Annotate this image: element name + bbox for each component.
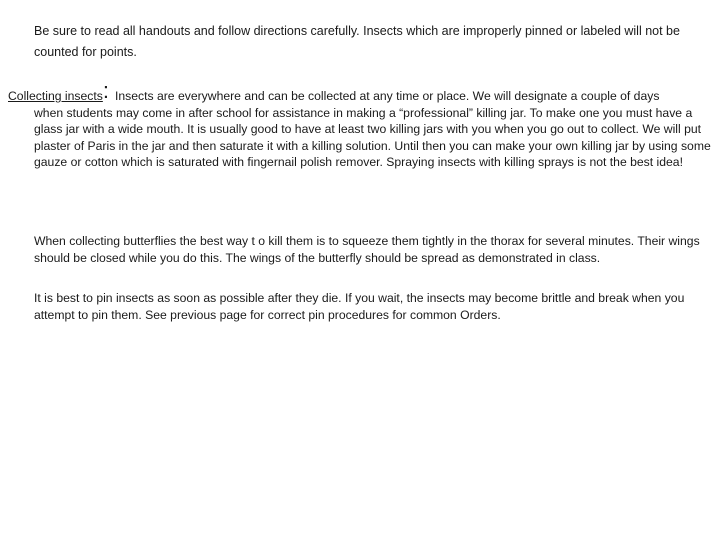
collecting-body-paragraph: when students may come in after school for assistance in making a “professional” killing jar. To make one you must have a glass jar with a wide mouth. It is usually good to have at least two killing jars with you when you go out to collect. We will put plaster of Paris in the jar and then saturate it with a killing solution. Until then you can make your own killing jar by using some gauze or cotton which is saturated with fingernail polish remover. Spraying insects with killing sprays is not the best idea! (34, 105, 711, 169)
collecting-insects-heading: Collecting insects (8, 89, 103, 103)
heading-colon: : (102, 78, 109, 103)
collecting-first-line-text: Insects are everywhere and can be collected at any time or place. We will designate a couple of days (114, 89, 660, 103)
intro-paragraph: Be sure to read all handouts and follow directions carefully. Insects which are improperly pinned or labeled will not be counted for points. (34, 24, 680, 59)
pinning-paragraph: It is best to pin insects as soon as possible after they die. If you wait, the insects may become brittle and break when you attempt to pin them. See previous page for correct pin procedures for common Orders. (34, 291, 685, 322)
butterflies-paragraph: When collecting butterflies the best way t o kill them is to squeeze them tightly in the thorax for several minutes. Their wings should be closed while you do this. The wings of the butterfly should be spread as demonstrated in class. (34, 234, 700, 265)
collecting-first-line (8, 78, 714, 105)
collecting-insects-section (8, 78, 714, 171)
